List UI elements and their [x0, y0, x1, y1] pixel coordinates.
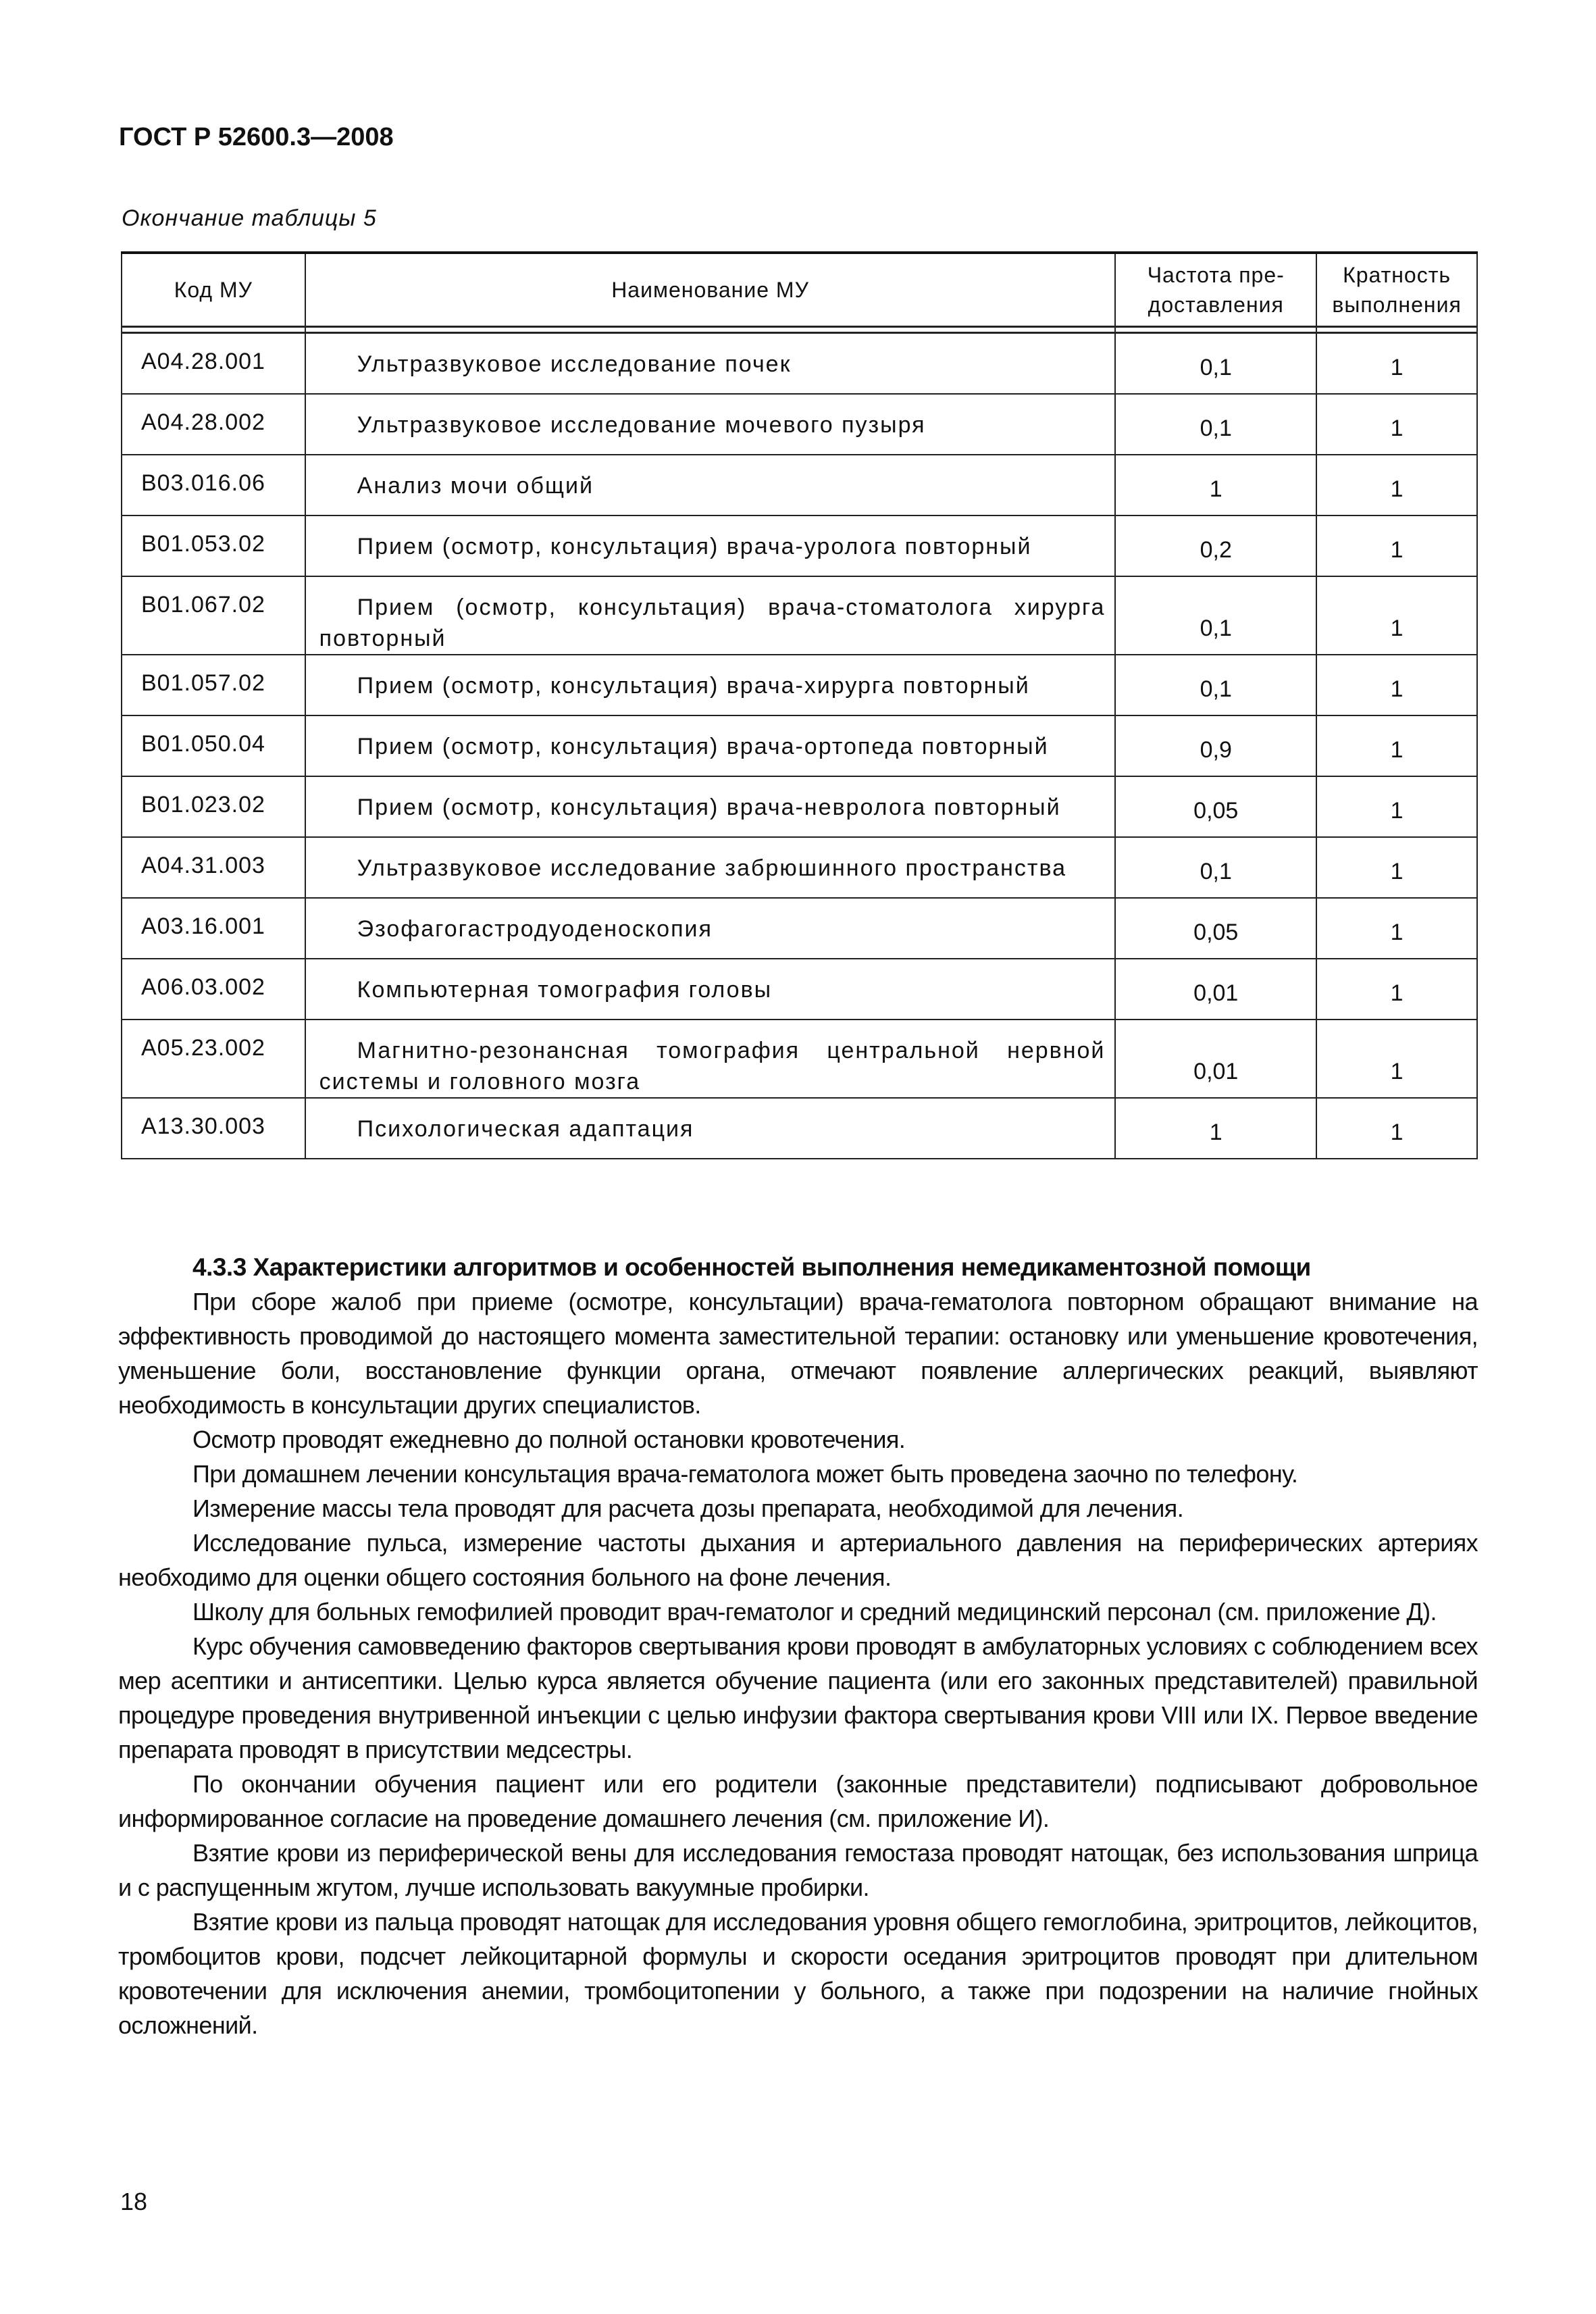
cell-multiplicity: 1: [1316, 959, 1477, 1020]
cell-code: А04.31.003: [122, 837, 305, 898]
table-row: [122, 898, 1477, 959]
section-heading: 4.3.3 Характеристики алгоритмов и особенностей выполнения немедикаментозной помощи: [192, 1253, 1311, 1281]
cell-name: Эзофагогастродуоденоскопия: [305, 898, 1116, 959]
paragraph: Школу для больных гемофилией проводит врач-гематолог и средний медицинский персонал (см. приложение Д).: [192, 1598, 1437, 1626]
cell-code: В01.057.02: [122, 655, 305, 715]
table-caption: Окончание таблицы 5: [122, 205, 377, 231]
document-header: ГОСТ Р 52600.3—2008: [119, 123, 394, 151]
cell-frequency: 0,1: [1115, 394, 1316, 455]
cell-multiplicity: 1: [1316, 1098, 1477, 1159]
paragraph: Измерение массы тела проводят для расчета дозы препарата, необходимой для лечения.: [192, 1494, 1184, 1522]
cell-multiplicity: 1: [1316, 837, 1477, 898]
cell-code: А03.16.001: [122, 898, 305, 959]
cell-frequency: 0,2: [1115, 515, 1316, 576]
cell-code: В01.053.02: [122, 515, 305, 576]
cell-name: Прием (осмотр, консультация) врача-невролога повторный: [305, 776, 1116, 837]
cell-multiplicity: 1: [1316, 1020, 1477, 1098]
col-frequency: Частота пре-доставления: [1115, 253, 1316, 327]
cell-code: А13.30.003: [122, 1098, 305, 1159]
cell-multiplicity: 1: [1316, 776, 1477, 837]
cell-code: А06.03.002: [122, 959, 305, 1020]
cell-multiplicity: 1: [1316, 576, 1477, 655]
cell-code: В03.016.06: [122, 455, 305, 515]
cell-multiplicity: 1: [1316, 333, 1477, 394]
cell-frequency: 0,1: [1115, 655, 1316, 715]
cell-multiplicity: 1: [1316, 455, 1477, 515]
section-4-3-3: [118, 1250, 1478, 2042]
paragraph: Курс обучения самовведению факторов свертывания крови проводят в амбулаторных условиях с соблюдением всех мер асептики и антисептики. Целью курса является обучение пациента (или его законных представителей) правильной процедуре проведения внутривенной инъекции с целью инфузии фактора свертывания крови VIII или IX. Первое введение препарата проводят в присутствии медсестры.: [118, 1632, 1478, 1763]
table-row: [122, 1098, 1477, 1159]
cell-name: Прием (осмотр, консультация) врача-стоматолога хирурга повторный: [305, 576, 1116, 655]
services-table: [121, 251, 1478, 1159]
table-row: [122, 655, 1477, 715]
paragraph: Осмотр проводят ежедневно до полной остановки кровотечения.: [192, 1426, 906, 1453]
cell-frequency: 0,01: [1115, 959, 1316, 1020]
paragraph: Исследование пульса, измерение частоты дыхания и артериального давления на периферических артериях необходимо для оценки общего состояния больного на фоне лечения.: [118, 1529, 1478, 1591]
cell-code: А05.23.002: [122, 1020, 305, 1098]
cell-frequency: 1: [1115, 455, 1316, 515]
cell-frequency: 1: [1115, 1098, 1316, 1159]
cell-frequency: 0,01: [1115, 1020, 1316, 1098]
col-multiplicity: Кратность выполнения: [1316, 253, 1477, 327]
paragraph: По окончании обучения пациент или его родители (законные представители) подписывают добровольное информированное согласие на проведение домашнего лечения (см. приложение И).: [118, 1770, 1478, 1832]
cell-name: Компьютерная томография головы: [305, 959, 1116, 1020]
cell-frequency: 0,1: [1115, 837, 1316, 898]
cell-name: Прием (осмотр, консультация) врача-хирурга повторный: [305, 655, 1116, 715]
paragraph: При домашнем лечении консультация врача-гематолога может быть проведена заочно по телефону.: [192, 1460, 1298, 1488]
cell-multiplicity: 1: [1316, 515, 1477, 576]
table-row: [122, 776, 1477, 837]
cell-name: Магнитно-резонансная томография центральной нервной системы и головного мозга: [305, 1020, 1116, 1098]
table-row: [122, 333, 1477, 394]
table-row: [122, 715, 1477, 776]
page-number: 18: [120, 2188, 148, 2215]
cell-code: А04.28.001: [122, 333, 305, 394]
cell-name: Ультразвуковое исследование почек: [305, 333, 1116, 394]
cell-frequency: 0,9: [1115, 715, 1316, 776]
table-row: [122, 1020, 1477, 1098]
cell-name: Ультразвуковое исследование забрюшинного пространства: [305, 837, 1116, 898]
cell-name: Прием (осмотр, консультация) врача-уролога повторный: [305, 515, 1116, 576]
table-header-row: [122, 253, 1477, 327]
cell-name: Психологическая адаптация: [305, 1098, 1116, 1159]
col-code: Код МУ: [122, 253, 305, 327]
cell-code: А04.28.002: [122, 394, 305, 455]
cell-code: В01.023.02: [122, 776, 305, 837]
cell-frequency: 0,1: [1115, 333, 1316, 394]
cell-multiplicity: 1: [1316, 394, 1477, 455]
table-row: [122, 576, 1477, 655]
header-separator: [122, 327, 1477, 333]
table-row: [122, 959, 1477, 1020]
table-row: [122, 394, 1477, 455]
cell-frequency: 0,05: [1115, 898, 1316, 959]
cell-multiplicity: 1: [1316, 655, 1477, 715]
table-row: [122, 455, 1477, 515]
cell-name: Анализ мочи общий: [305, 455, 1116, 515]
cell-frequency: 0,05: [1115, 776, 1316, 837]
cell-frequency: 0,1: [1115, 576, 1316, 655]
cell-code: В01.067.02: [122, 576, 305, 655]
paragraph: Взятие крови из пальца проводят натощак для исследования уровня общего гемоглобина, эритроцитов, лейкоцитов, тромбоцитов крови, подсчет лейкоцитарной формулы и скорости оседания эритроцитов проводят при длительном кровотечении для исключения анемии, тромбоцитопении у больного, а также при подозрении на наличие гнойных осложнений.: [118, 1908, 1478, 2039]
paragraph: При сборе жалоб при приеме (осмотре, консультации) врача-гематолога повторном обращают внимание на эффективность проводимой до настоящего момента заместительной терапии: остановку или уменьшение кровотечения, уменьшение боли, восстановление функции органа, отмечают появление аллергических реакций, выявляют необходимость в консультации других специалистов.: [118, 1288, 1478, 1419]
table-row: [122, 837, 1477, 898]
cell-multiplicity: 1: [1316, 898, 1477, 959]
cell-name: Прием (осмотр, консультация) врача-ортопеда повторный: [305, 715, 1116, 776]
paragraph: Взятие крови из периферической вены для исследования гемостаза проводят натощак, без использования шприца и с распущенным жгутом, лучше использовать вакуумные пробирки.: [118, 1839, 1478, 1901]
cell-multiplicity: 1: [1316, 715, 1477, 776]
col-name: Наименование МУ: [305, 253, 1116, 327]
table-row: [122, 515, 1477, 576]
cell-code: В01.050.04: [122, 715, 305, 776]
cell-name: Ультразвуковое исследование мочевого пузыря: [305, 394, 1116, 455]
